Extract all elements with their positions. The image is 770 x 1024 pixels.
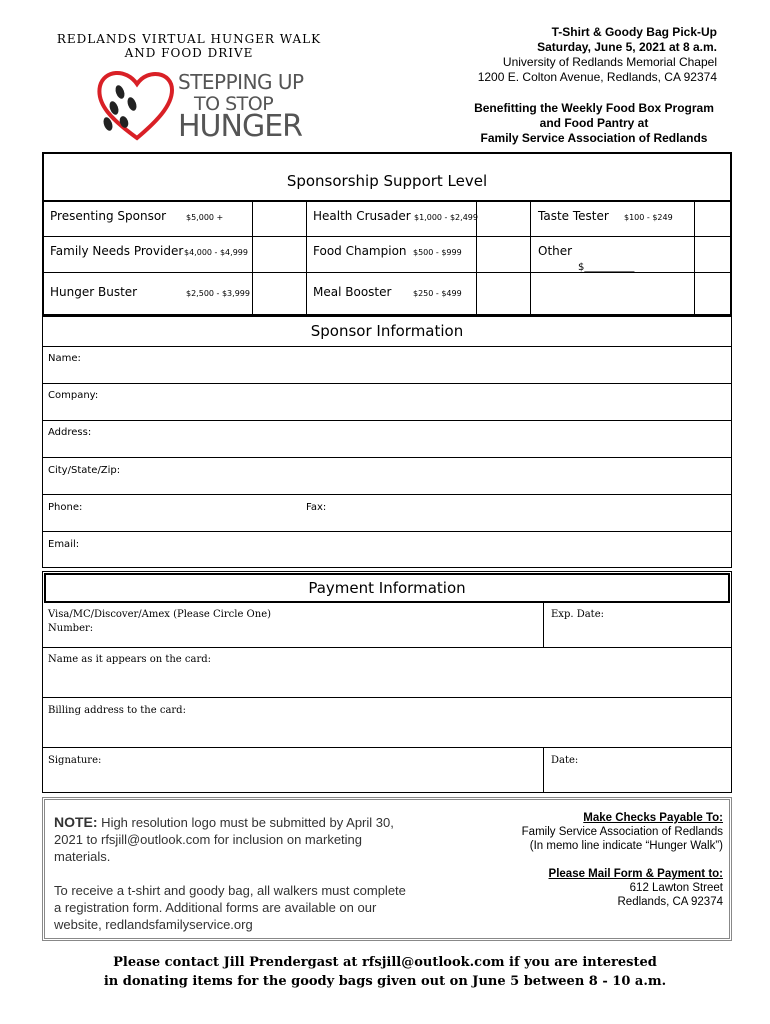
benefit-line-2: and Food Pantry at bbox=[539, 116, 649, 130]
address-field[interactable]: Address: bbox=[48, 427, 92, 438]
checkbox-other[interactable] bbox=[695, 237, 730, 271]
checkbox-presenting-sponsor[interactable] bbox=[253, 203, 305, 236]
benefit-line-1: Benefitting the Weekly Food Box Program bbox=[474, 101, 714, 115]
event-info bbox=[417, 25, 717, 85]
amount-hunger-buster: $2,500 - $3,999 bbox=[186, 289, 250, 298]
logo-text-2: TO STOP bbox=[194, 93, 274, 115]
logo-text-1: STEPPING UP bbox=[178, 70, 304, 94]
amount-presenting-sponsor: $5,000 + bbox=[186, 213, 224, 222]
level-taste-tester: Taste Tester bbox=[538, 209, 609, 223]
payment-date-field[interactable]: Date: bbox=[551, 755, 579, 766]
phone-field[interactable]: Phone: bbox=[48, 502, 83, 513]
card-number-field[interactable]: Number: bbox=[48, 623, 94, 634]
checkbox-family-needs-provider[interactable] bbox=[253, 237, 305, 271]
event-title: T-Shirt & Goody Bag Pick-Up bbox=[551, 25, 717, 39]
organization-title bbox=[30, 32, 348, 60]
level-food-champion: Food Champion bbox=[313, 244, 407, 258]
name-on-card-field[interactable]: Name as it appears on the card: bbox=[48, 654, 212, 665]
checkbox-hunger-buster[interactable] bbox=[253, 273, 305, 313]
event-venue: University of Redlands Memorial Chapel bbox=[502, 55, 717, 69]
billing-address-field[interactable]: Billing address to the card: bbox=[48, 705, 186, 716]
event-date: Saturday, June 5, 2021 at 8 a.m. bbox=[537, 40, 717, 54]
level-presenting-sponsor: Presenting Sponsor bbox=[50, 209, 167, 223]
card-type-field[interactable]: Visa/MC/Discover/Amex (Please Circle One) bbox=[48, 609, 272, 620]
amount-health-crusader: $1,000 - $2,499 bbox=[414, 213, 478, 222]
mail-line-1: 612 Lawton Street bbox=[629, 882, 723, 894]
org-line-2: AND FOOD DRIVE bbox=[124, 46, 254, 60]
note-label: NOTE: bbox=[54, 814, 98, 830]
org-line-1: REDLANDS VIRTUAL HUNGER WALK bbox=[56, 32, 322, 46]
level-meal-booster: Meal Booster bbox=[313, 285, 392, 299]
checkbox-taste-tester[interactable] bbox=[695, 203, 730, 236]
benefit-line-3: Family Service Association of Redlands bbox=[480, 131, 708, 145]
heart-footprints-icon bbox=[92, 64, 182, 144]
logo-note bbox=[54, 814, 414, 865]
tshirt-note: To receive a t-shirt and goody bag, all walkers must complete a registration form. Additional forms are available on our website, redlandsfamilyservice.org bbox=[54, 883, 406, 932]
checkbox-meal-booster[interactable] bbox=[477, 273, 529, 313]
checkbox-health-crusader[interactable] bbox=[477, 203, 529, 236]
amount-taste-tester: $100 - $249 bbox=[624, 213, 673, 222]
benefit-info bbox=[460, 101, 728, 146]
checks-line-2: (In memo line indicate “Hunger Walk”) bbox=[529, 840, 723, 852]
logo-text-3: HUNGER bbox=[178, 109, 303, 144]
amount-food-champion: $500 - $999 bbox=[413, 248, 462, 257]
amount-other[interactable]: $__________ bbox=[578, 262, 635, 273]
amount-meal-booster: $250 - $499 bbox=[413, 289, 462, 298]
mail-info bbox=[470, 867, 723, 909]
payment-title: Payment Information bbox=[308, 579, 466, 597]
level-health-crusader: Health Crusader bbox=[313, 209, 411, 223]
exp-date-field[interactable]: Exp. Date: bbox=[551, 609, 604, 620]
note-text: High resolution logo must be submitted by April 30, 2021 to rfsjill@outlook.com for inclusion on marketing materials. bbox=[54, 815, 394, 864]
mail-title: Please Mail Form & Payment to: bbox=[548, 868, 723, 880]
footer-line-1: Please contact Jill Prendergast at rfsjill@outlook.com if you are interested bbox=[113, 955, 657, 970]
level-other: Other bbox=[538, 244, 573, 258]
mail-line-2: Redlands, CA 92374 bbox=[617, 896, 723, 908]
signature-field[interactable]: Signature: bbox=[48, 755, 102, 766]
fax-field[interactable]: Fax: bbox=[306, 502, 327, 513]
level-family-needs-provider: Family Needs Provider bbox=[50, 244, 184, 258]
city-state-zip-field[interactable]: City/State/Zip: bbox=[48, 465, 121, 476]
event-address: 1200 E. Colton Avenue, Redlands, CA 92374 bbox=[477, 70, 717, 84]
level-hunger-buster: Hunger Buster bbox=[50, 285, 138, 299]
checkbox-food-champion[interactable] bbox=[477, 237, 529, 271]
footer-contact bbox=[40, 953, 730, 991]
email-field[interactable]: Email: bbox=[48, 539, 80, 550]
footer-line-2: in donating items for the goody bags given out on June 5 between 8 - 10 a.m. bbox=[103, 974, 667, 989]
checks-info bbox=[470, 811, 723, 853]
name-field[interactable]: Name: bbox=[48, 353, 81, 364]
amount-family-needs-provider: $4,000 - $4,999 bbox=[184, 248, 248, 257]
checks-line-1: Family Service Association of Redlands bbox=[521, 826, 723, 838]
sponsorship-title: Sponsorship Support Level bbox=[286, 172, 488, 190]
sponsor-info-title: Sponsor Information bbox=[310, 322, 464, 340]
checks-title: Make Checks Payable To: bbox=[583, 812, 723, 824]
company-field[interactable]: Company: bbox=[48, 390, 99, 401]
payment-section bbox=[42, 571, 732, 793]
